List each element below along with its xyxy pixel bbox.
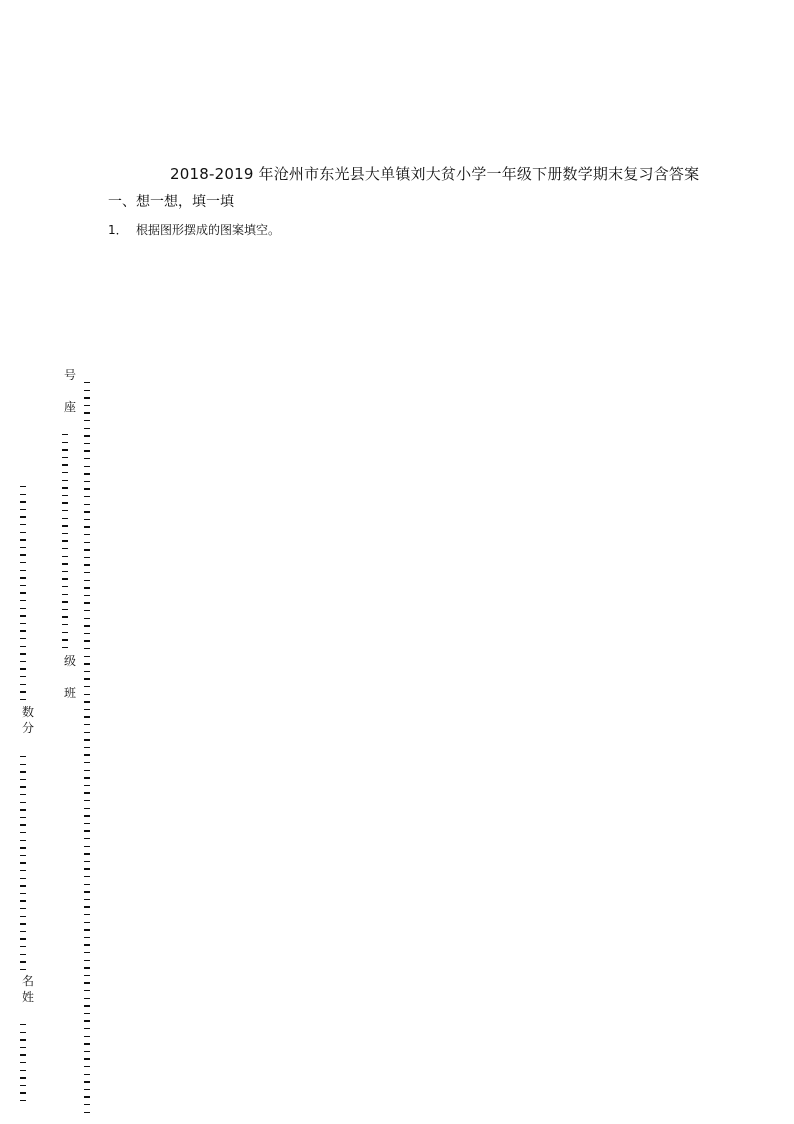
dash-segment <box>62 442 68 443</box>
document-title: 2018-2019 年沧州市东光县大单镇刘大贫小学一年级下册数学期末复习含答案 <box>170 165 700 183</box>
dash-segment <box>84 800 90 801</box>
dash-segment <box>20 691 26 692</box>
dash-segment <box>84 975 90 976</box>
dash-segment <box>84 747 90 748</box>
dash-segment <box>62 548 68 549</box>
dash-segment <box>20 1092 26 1093</box>
dash-segment <box>84 724 90 725</box>
dash-segment <box>84 853 90 854</box>
section-heading: 一、想一想，填一填 <box>108 194 234 210</box>
dash-segment <box>62 578 68 579</box>
dash-segment <box>20 885 26 886</box>
dash-segment <box>20 764 26 765</box>
dash-segment <box>84 868 90 869</box>
dash-segment <box>20 661 26 662</box>
dash-segment <box>84 967 90 968</box>
dash-segment <box>84 610 90 611</box>
dash-segment <box>20 771 26 772</box>
dash-segment <box>20 931 26 932</box>
dash-segment <box>20 802 26 803</box>
dash-segment <box>20 524 26 525</box>
dash-segment <box>84 1005 90 1006</box>
dash-segment <box>84 1013 90 1014</box>
dash-segment <box>62 556 68 557</box>
dash-segment <box>62 525 68 526</box>
dash-segment <box>84 998 90 999</box>
dash-segment <box>20 1047 26 1048</box>
dash-segment <box>84 519 90 520</box>
seat-label-char-1: 号 <box>64 368 77 382</box>
dash-segment <box>62 647 68 648</box>
dash-segment <box>84 511 90 512</box>
dash-segment <box>84 762 90 763</box>
dash-segment <box>84 488 90 489</box>
dash-segment <box>62 495 68 496</box>
dash-segment <box>62 449 68 450</box>
dash-segment <box>84 473 90 474</box>
dash-segment <box>84 542 90 543</box>
dash-segment <box>20 893 26 894</box>
dash-segment <box>20 786 26 787</box>
dash-segment <box>84 952 90 953</box>
dash-segment <box>20 509 26 510</box>
dash-segment <box>84 1074 90 1075</box>
dash-segment <box>20 824 26 825</box>
dash-segment <box>20 961 26 962</box>
dash-segment <box>84 922 90 923</box>
dash-segment <box>84 1020 90 1021</box>
dash-segment <box>20 615 26 616</box>
question-1 <box>108 221 280 238</box>
dash-segment <box>84 504 90 505</box>
dash-segment <box>84 580 90 581</box>
dash-segment <box>84 838 90 839</box>
dash-segment <box>20 900 26 901</box>
dash-segment <box>62 487 68 488</box>
dash-segment <box>20 1062 26 1063</box>
question-text: 根据图形摆成的图案填空。 <box>136 223 281 237</box>
dash-segment <box>84 564 90 565</box>
dash-segment <box>62 533 68 534</box>
dash-segment <box>84 937 90 938</box>
dash-segment <box>62 624 68 625</box>
dash-segment <box>84 390 90 391</box>
dash-segment <box>84 785 90 786</box>
question-number: 1． <box>108 223 128 237</box>
dash-segment <box>20 532 26 533</box>
dash-segment <box>84 625 90 626</box>
dash-segment <box>62 518 68 519</box>
dash-segment <box>20 608 26 609</box>
dash-segment <box>84 815 90 816</box>
dash-segment <box>20 570 26 571</box>
dash-segment <box>84 1051 90 1052</box>
dash-segment <box>84 648 90 649</box>
dash-segment <box>62 616 68 617</box>
dash-segment <box>20 969 26 970</box>
dash-segment <box>62 472 68 473</box>
dash-segment <box>84 891 90 892</box>
dash-segment <box>20 809 26 810</box>
dash-segment <box>84 929 90 930</box>
dash-segment <box>62 540 68 541</box>
dash-segment <box>84 587 90 588</box>
dash-segment <box>84 876 90 877</box>
dash-segment <box>20 1100 26 1101</box>
dash-segment <box>84 1066 90 1067</box>
dash-segment <box>20 908 26 909</box>
name-label-char-1: 名 <box>22 974 35 988</box>
dash-segment <box>84 792 90 793</box>
score-label-char-2: 分 <box>22 721 35 735</box>
dash-segment <box>84 770 90 771</box>
dash-segment <box>84 944 90 945</box>
dash-segment <box>84 686 90 687</box>
dash-segment <box>84 716 90 717</box>
dash-segment <box>20 539 26 540</box>
dash-segment <box>20 577 26 578</box>
dash-segment <box>84 602 90 603</box>
dash-segment <box>84 884 90 885</box>
dash-segment <box>84 671 90 672</box>
dash-segment <box>84 534 90 535</box>
dash-segment <box>20 1032 26 1033</box>
dash-segment <box>84 709 90 710</box>
dash-segment <box>84 496 90 497</box>
class-label-char-1: 级 <box>64 654 77 668</box>
dash-segment <box>84 557 90 558</box>
dash-segment <box>20 862 26 863</box>
class-label-char-2: 班 <box>64 686 77 700</box>
dash-segment <box>84 450 90 451</box>
dash-segment <box>20 585 26 586</box>
dash-segment <box>84 899 90 900</box>
dash-segment <box>20 923 26 924</box>
dash-segment <box>84 466 90 467</box>
dash-segment <box>62 632 68 633</box>
dash-segment <box>84 428 90 429</box>
dash-segment <box>20 684 26 685</box>
dash-segment <box>20 1054 26 1055</box>
dash-segment <box>84 990 90 991</box>
dash-segment <box>20 623 26 624</box>
dash-segment <box>62 457 68 458</box>
score-label-char-1: 数 <box>22 705 35 719</box>
dash-segment <box>20 494 26 495</box>
dash-segment <box>84 549 90 550</box>
dash-segment <box>84 1028 90 1029</box>
dash-segment <box>20 547 26 548</box>
dash-segment <box>62 594 68 595</box>
dash-segment <box>20 1085 26 1086</box>
dash-segment <box>20 779 26 780</box>
dash-segment <box>20 646 26 647</box>
dash-segment <box>20 938 26 939</box>
dash-segment <box>84 906 90 907</box>
dash-segment <box>84 830 90 831</box>
dash-segment <box>20 600 26 601</box>
dash-segment <box>20 946 26 947</box>
dash-segment <box>84 640 90 641</box>
dash-segment <box>62 510 68 511</box>
dash-segment <box>84 846 90 847</box>
dash-segment <box>84 754 90 755</box>
seat-label-char-2: 座 <box>64 400 77 414</box>
dash-segment <box>84 1043 90 1044</box>
dash-segment <box>20 668 26 669</box>
dash-segment <box>84 382 90 383</box>
dash-segment <box>62 586 68 587</box>
dash-segment <box>20 516 26 517</box>
dash-segment <box>84 1104 90 1105</box>
dash-segment <box>20 832 26 833</box>
dash-segment <box>84 595 90 596</box>
dash-segment <box>62 609 68 610</box>
dash-segment <box>20 592 26 593</box>
dash-segment <box>84 823 90 824</box>
dash-segment <box>20 501 26 502</box>
dash-segment <box>20 562 26 563</box>
dash-segment <box>84 1081 90 1082</box>
dash-segment <box>20 840 26 841</box>
dash-segment <box>20 1077 26 1078</box>
dash-segment <box>84 1058 90 1059</box>
dash-segment <box>84 808 90 809</box>
dash-segment <box>62 464 68 465</box>
dash-segment <box>84 663 90 664</box>
dash-segment <box>84 458 90 459</box>
dash-segment <box>20 756 26 757</box>
dash-segment <box>20 630 26 631</box>
dash-segment <box>84 420 90 421</box>
dash-segment <box>84 633 90 634</box>
dash-segment <box>84 443 90 444</box>
dash-segment <box>84 397 90 398</box>
dash-segment <box>20 855 26 856</box>
dash-segment <box>84 982 90 983</box>
dash-segment <box>62 571 68 572</box>
dash-segment <box>84 526 90 527</box>
dash-segment <box>84 861 90 862</box>
dash-segment <box>84 1089 90 1090</box>
dash-segment <box>20 916 26 917</box>
dash-segment <box>62 480 68 481</box>
dash-segment <box>20 847 26 848</box>
dash-segment <box>84 572 90 573</box>
dash-segment <box>20 870 26 871</box>
dash-segment <box>62 639 68 640</box>
dash-segment <box>20 1039 26 1040</box>
dash-segment <box>84 678 90 679</box>
dash-segment <box>84 914 90 915</box>
dash-segment <box>84 1112 90 1113</box>
dash-segment <box>20 1024 26 1025</box>
dash-segment <box>62 502 68 503</box>
dash-segment <box>84 405 90 406</box>
dash-segment <box>62 601 68 602</box>
dash-segment <box>20 676 26 677</box>
dash-segment <box>84 435 90 436</box>
dash-segment <box>84 618 90 619</box>
dash-segment <box>84 412 90 413</box>
dash-segment <box>20 653 26 654</box>
dash-segment <box>20 878 26 879</box>
dash-segment <box>20 699 26 700</box>
dash-segment <box>62 434 68 435</box>
dash-segment <box>20 638 26 639</box>
dash-segment <box>20 486 26 487</box>
dash-segment <box>20 1070 26 1071</box>
dash-segment <box>84 701 90 702</box>
dash-segment <box>84 1036 90 1037</box>
dash-segment <box>84 481 90 482</box>
dash-segment <box>84 777 90 778</box>
dash-segment <box>84 1096 90 1097</box>
dash-segment <box>84 694 90 695</box>
dash-segment <box>84 732 90 733</box>
dash-segment <box>20 794 26 795</box>
dash-segment <box>84 656 90 657</box>
dash-segment <box>62 563 68 564</box>
dash-segment <box>20 817 26 818</box>
dash-segment <box>84 739 90 740</box>
dash-segment <box>84 960 90 961</box>
dash-segment <box>20 954 26 955</box>
dash-segment <box>20 554 26 555</box>
name-label-char-2: 姓 <box>22 990 35 1004</box>
